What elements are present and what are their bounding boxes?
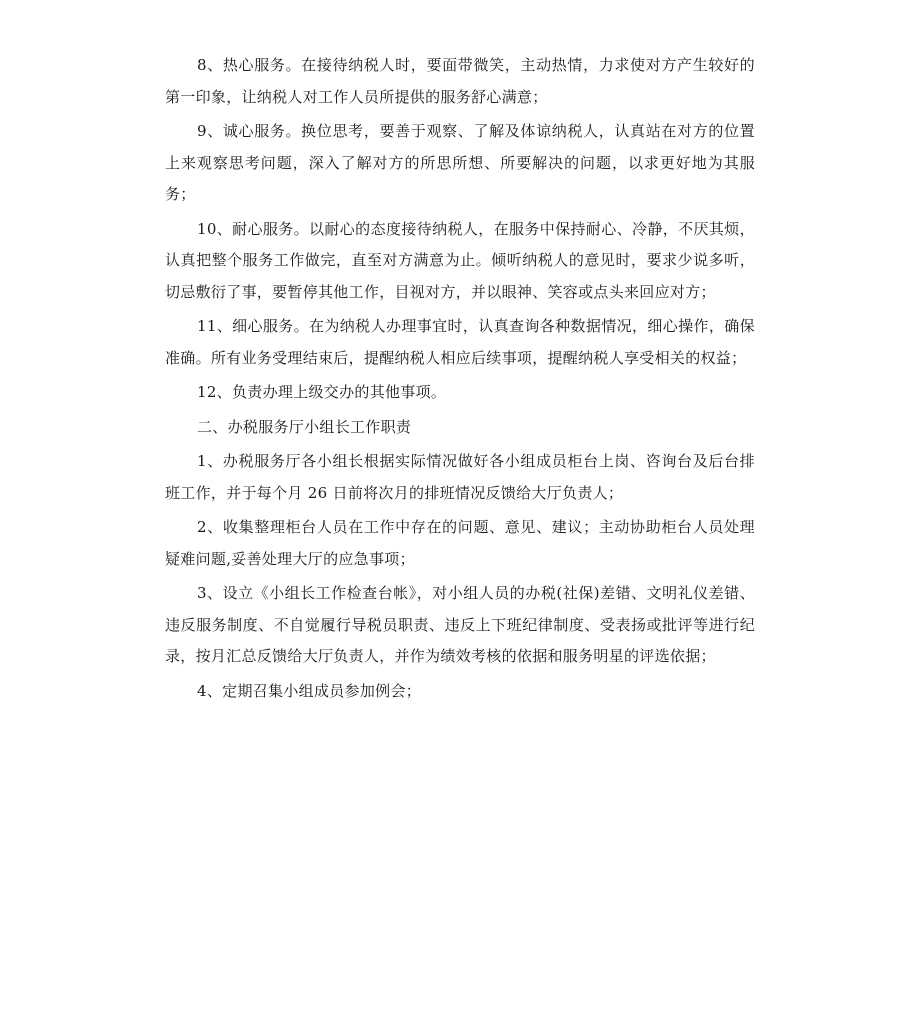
- paragraph-item-10: 10、耐心服务。以耐心的态度接待纳税人，在服务中保持耐心、冷静，不厌其烦，认真把整个服务工作做完，直至对方满意为止。倾听纳税人的意见时，要求少说多听，切忌敷衍了事，要暂停其他工作，目视对方，并以眼神、笑容或点头来回应对方；: [165, 219, 755, 301]
- paragraph-item-11: 11、细心服务。在为纳税人办理事宜时，认真查询各种数据情况，细心操作，确保准确。所有业务受理结束后，提醒纳税人相应后续事项，提醒纳税人享受相关的权益；: [165, 317, 755, 367]
- document-page: [165, 50, 755, 710]
- paragraph-duty-1: 1、办税服务厅各小组长根据实际情况做好各小组成员柜台上岗、咨询台及后台排班工作，并于每个月 26 日前将次月的排班情况反馈给大厅负责人；: [165, 452, 755, 502]
- section-heading: 二、办税服务厅小组长工作职责: [197, 417, 412, 436]
- paragraph-item-8: 8、热心服务。在接待纳税人时，要面带微笑，主动热情，力求使对方产生较好的第一印象，让纳税人对工作人员所提供的服务舒心满意；: [165, 56, 755, 106]
- paragraph-item-9: 9、诚心服务。换位思考，要善于观察、了解及体谅纳税人，认真站在对方的位置上来观察思考问题，深入了解对方的所思所想、所要解决的问题，以求更好地为其服务；: [165, 122, 755, 203]
- paragraph-duty-4: 4、定期召集小组成员参加例会；: [197, 681, 422, 700]
- paragraph-duty-2: 2、收集整理柜台人员在工作中存在的问题、意见、建议；主动协助柜台人员处理疑难问题,妥善处理大厅的应急事项；: [165, 518, 755, 568]
- paragraph-item-12: 12、负责办理上级交办的其他事项。: [197, 383, 447, 401]
- paragraph-duty-3: 3、设立《小组长工作检查台帐》，对小组人员的办税(社保)差错、文明礼仪差错、违反服务制度、不自觉履行导税员职责、违反上下班纪律制度、受表扬或批评等进行纪录，按月汇总反馈给大厅负责人，并作为绩效考核的依据和服务明星的评选依据；: [165, 584, 755, 665]
